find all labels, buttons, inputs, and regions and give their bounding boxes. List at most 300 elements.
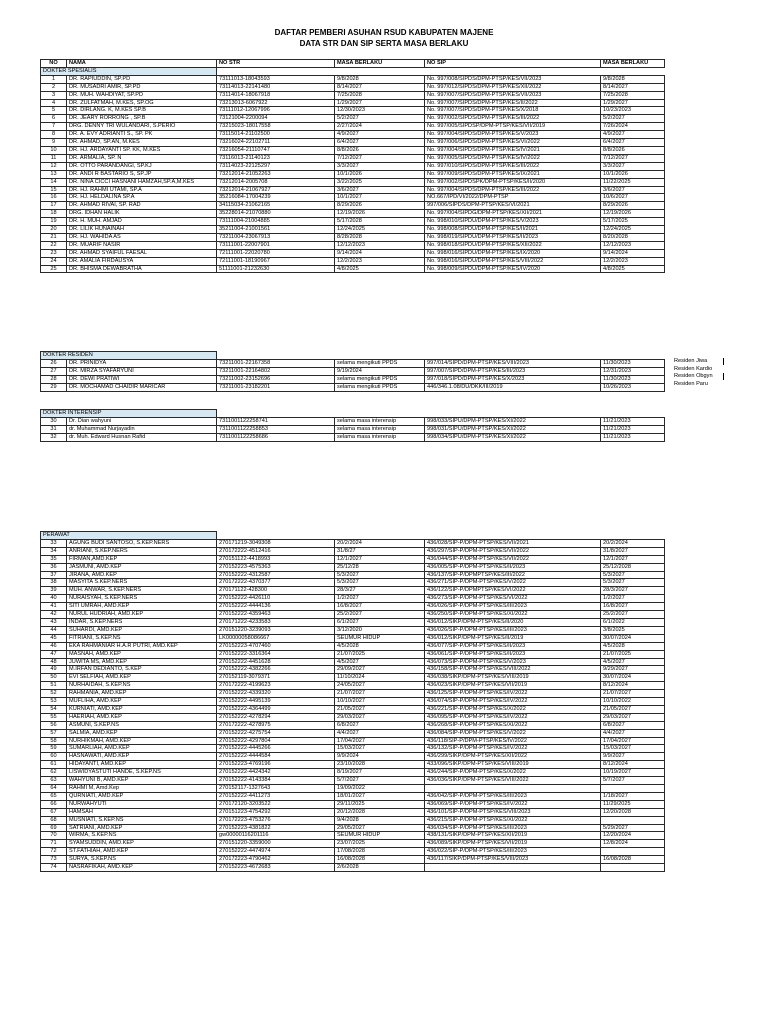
- section-blank: [217, 67, 665, 75]
- str-number-cell: 270152222-4359463: [217, 611, 335, 619]
- cell-border-mark: [723, 373, 724, 380]
- row-number: 74: [41, 864, 67, 872]
- name-cell: M.IRFAN DEDIANTO, S.KEP: [67, 666, 217, 674]
- sip-number-cell: No. 997/004/SIPDS/DPM-PTSP/KES/III/2022: [425, 186, 601, 194]
- name-cell: HAMSAH: [67, 808, 217, 816]
- str-number-cell: 270172120-3203522: [217, 800, 335, 808]
- sip-number-cell: 997/007/SIPD/DPM-PTSP/KES/III/2023: [425, 367, 601, 375]
- str-validity-cell: 9/14/2024: [335, 249, 425, 257]
- sip-validity-cell: [601, 785, 665, 793]
- str-number-cell: 270152222-4444136: [217, 603, 335, 611]
- table-row: [41, 603, 665, 611]
- row-number: 71: [41, 840, 67, 848]
- table-row: [41, 210, 665, 218]
- row-number: 51: [41, 682, 67, 690]
- row-number: 15: [41, 186, 67, 194]
- row-number: 73: [41, 856, 67, 864]
- str-validity-cell: SEUMUR HIDUP: [335, 832, 425, 840]
- str-validity-cell: 9/4/2028: [335, 816, 425, 824]
- str-validity-cell: 5/17/2028: [335, 218, 425, 226]
- table-row: [41, 139, 665, 147]
- sip-validity-cell: 12/20/2028: [601, 808, 665, 816]
- sip-validity-cell: 12/19/2026: [601, 210, 665, 218]
- row-number: 62: [41, 769, 67, 777]
- str-validity-cell: 4/9/2027: [335, 131, 425, 139]
- row-number: 36: [41, 563, 67, 571]
- table-row: [41, 682, 665, 690]
- str-number-cell: 270152222-4495139: [217, 698, 335, 706]
- row-number: 45: [41, 634, 67, 642]
- row-number: 43: [41, 618, 67, 626]
- row-number: 23: [41, 249, 67, 257]
- sip-validity-cell: 10/1/2026: [601, 170, 665, 178]
- table-row: [41, 698, 665, 706]
- sip-validity-cell: 28/3/2027: [601, 587, 665, 595]
- name-cell: SYAMSUDDIN, AMD.KEP: [67, 840, 217, 848]
- sip-number-cell: No. 998/019/SIPDU/DPM-PTSP/KES/II/2023: [425, 233, 601, 241]
- row-number: 58: [41, 737, 67, 745]
- table-row: [41, 769, 665, 777]
- str-number-cell: 72111001-22020780: [217, 249, 335, 257]
- section-header-row: [41, 532, 665, 540]
- sip-number-cell: No. 997/009/SIPDS/DPM-PTSP/KES/IX/2021: [425, 170, 601, 178]
- str-number-cell: 270172222-4370377: [217, 579, 335, 587]
- str-number-cell: 270152222-3316364: [217, 650, 335, 658]
- sip-validity-cell: [601, 816, 665, 824]
- name-cell: KURNIATI, AMD.KEP: [67, 705, 217, 713]
- str-number-cell: 35228014-21070880: [217, 210, 335, 218]
- sip-number-cell: 436/034/SIP-P/DPM-PTSP/KES/III/2023: [425, 824, 601, 832]
- sip-number-cell: 436/038/SIKP/DPM-PTSP/KES/VIII/2019: [425, 674, 601, 682]
- sip-validity-cell: 17/04/2027: [601, 737, 665, 745]
- table-row: [41, 658, 665, 666]
- row-number: 37: [41, 571, 67, 579]
- name-cell: JASMUNI, AMD.KEP: [67, 563, 217, 571]
- sip-validity-cell: 29/03/2027: [601, 713, 665, 721]
- str-number-cell: 270152222-4297804: [217, 737, 335, 745]
- sip-validity-cell: 8/14/2027: [601, 83, 665, 91]
- nurse-table: [40, 531, 665, 872]
- sip-number-cell: 436/069/SIP-P/DPM-PTSP/KES/IV/2022: [425, 800, 601, 808]
- name-cell: HIDAYANTI, AMD.KEP: [67, 761, 217, 769]
- table-row: [41, 75, 665, 83]
- sip-validity-cell: 1/2/2027: [601, 595, 665, 603]
- table-row: [41, 777, 665, 785]
- sip-number-cell: No. 997/012/SIPDS/DPM-PTSP/KES/XII/2022: [425, 83, 601, 91]
- str-validity-cell: 11/10/2024: [335, 674, 425, 682]
- str-validity-cell: 3/3/2027: [335, 162, 425, 170]
- str-number-cell: 51111001-21232630: [217, 265, 335, 273]
- sip-number-cell: No. 998/018/SIPDU/DPM-PTSP/KES/XII/2022: [425, 241, 601, 249]
- name-cell: NASRAFIKAH, AMD.KEP: [67, 864, 217, 872]
- str-number-cell: 73114023-22125297: [217, 162, 335, 170]
- name-cell: HAERIAH, AMD.KEP: [67, 713, 217, 721]
- str-number-cell: 34115034-21062165: [217, 202, 335, 210]
- row-number: 67: [41, 808, 67, 816]
- table-row: [41, 674, 665, 682]
- table-row: [41, 417, 665, 425]
- row-number: 61: [41, 761, 67, 769]
- row-number: 33: [41, 539, 67, 547]
- row-number: 13: [41, 170, 67, 178]
- table-row: [41, 824, 665, 832]
- name-cell: MUSNIATI, S.KEP.NS: [67, 816, 217, 824]
- str-number-cell: gw00000116201116: [217, 832, 335, 840]
- sip-number-cell: 436/095/SIP-P/DPM-PTSP/KES/IV/2022: [425, 713, 601, 721]
- str-validity-cell: 2/27/2024: [335, 123, 425, 131]
- name-cell: EVI SELFIAH, AMD.KEP: [67, 674, 217, 682]
- str-number-cell: 270152222-4312587: [217, 571, 335, 579]
- sip-number-cell: 436/268/SIP-P/DPM-PTSP/KES/XI/2022: [425, 721, 601, 729]
- row-number: 57: [41, 729, 67, 737]
- name-cell: DR. MOCHAMAD CHAIDIR MARICAR: [67, 383, 217, 391]
- sip-number-cell: [425, 864, 601, 872]
- sip-number-cell: No. 997/007/SIPDS/DPM-PTSP/KES/X/2018: [425, 107, 601, 115]
- sip-validity-cell: 25/12/2028: [601, 563, 665, 571]
- sip-number-cell: 998/031/SIPU/DPM-PTSP/KES/XI/2022: [425, 425, 601, 433]
- section-title: DOKTER RESIDEN: [41, 352, 217, 360]
- sip-validity-cell: 4/9/2027: [601, 131, 665, 139]
- sip-number-cell: 436/084/SIP-P/DPM-PTSP/KES/V/2022: [425, 729, 601, 737]
- table-row: [41, 721, 665, 729]
- sip-number-cell: No. 997/005/SIPDS/DPM-PTSP/KES/IV/2022: [425, 154, 601, 162]
- row-number: 19: [41, 218, 67, 226]
- sip-validity-cell: 20/2/2024: [601, 539, 665, 547]
- name-cell: DR. DEWI PRATIWI: [67, 375, 217, 383]
- sip-number-cell: 438/131/SIKP/DPM-PTSP/KES/XII/2019: [425, 832, 601, 840]
- row-number: 8: [41, 131, 67, 139]
- str-validity-cell: 10/1/2027: [335, 194, 425, 202]
- str-validity-cell: selama masa interensip: [335, 433, 425, 441]
- str-validity-cell: 3/22/2025: [335, 178, 425, 186]
- str-validity-cell: 4/5/2028: [335, 642, 425, 650]
- sip-validity-cell: 7/26/2024: [601, 123, 665, 131]
- str-number-cell: 73111001-22007901: [217, 241, 335, 249]
- sip-number-cell: No. 998/010/SIPDU/DPM-PTSP/KES/V/2023: [425, 218, 601, 226]
- name-cell: Dr. Dian wahyuni: [67, 417, 217, 425]
- name-cell: DR. HJ. WAHIDA AS: [67, 233, 217, 241]
- str-validity-cell: 10/10/2027: [335, 698, 425, 706]
- str-number-cell: 270151122-4418993: [217, 555, 335, 563]
- sip-validity-cell: 12/8/2024: [601, 840, 665, 848]
- name-cell: DRG. IDHAN HALIK: [67, 210, 217, 218]
- row-number: 70: [41, 832, 67, 840]
- str-validity-cell: 15/03/2027: [335, 745, 425, 753]
- row-number: 18: [41, 210, 67, 218]
- str-number-cell: 270151223-4754292: [217, 808, 335, 816]
- name-cell: DR. LILIK HUNAINAH: [67, 226, 217, 234]
- table-row: [41, 154, 665, 162]
- str-number-cell: 73212014-21052263: [217, 170, 335, 178]
- row-number: 11: [41, 154, 67, 162]
- str-number-cell: 7311001122258741: [217, 417, 335, 425]
- row-number: 42: [41, 611, 67, 619]
- str-number-cell: 270151220-3359000: [217, 840, 335, 848]
- str-number-cell: 270151220-3239093: [217, 626, 335, 634]
- str-number-cell: 73121004-2200094: [217, 115, 335, 123]
- name-cell: DR. AHMAD SYAIFUL FAESAL: [67, 249, 217, 257]
- row-number: 30: [41, 417, 67, 425]
- table-row: [41, 425, 665, 433]
- sip-number-cell: 436/026/SIP-P/DPM-PTSP/KES/III/2023: [425, 603, 601, 611]
- section-blank: [217, 532, 665, 540]
- document-subtitle: DATA STR DAN SIP SERTA MASA BERLAKU: [299, 39, 469, 48]
- sip-validity-cell: 11/29/2025: [601, 800, 665, 808]
- sip-validity-cell: 11/21/2023: [601, 417, 665, 425]
- name-cell: DR. HJ. HELDALINA SP.A: [67, 194, 217, 202]
- row-number: 17: [41, 202, 67, 210]
- table-row: [41, 547, 665, 555]
- sip-number-cell: 436/023/SIKP/DPM-PTSP/KES/VII/2019: [425, 682, 601, 690]
- str-validity-cell: 1/2/2027: [335, 595, 425, 603]
- name-cell: WAHYUNI B, AMD.KEP: [67, 777, 217, 785]
- str-number-cell: 270172222-4199623: [217, 682, 335, 690]
- resident-specialty-note: Residen Paru: [674, 381, 708, 388]
- section-title: DOKTER SPESIALIS: [41, 67, 217, 75]
- str-validity-cell: 29/09/2027: [335, 666, 425, 674]
- sip-number-cell: 436/061/SIP-P/DPM-PTSP/KES/II/2023: [425, 650, 601, 658]
- name-cell: DR. A. EVY ADRIANTI S., SP. PK: [67, 131, 217, 139]
- table-row: [41, 241, 665, 249]
- str-validity-cell: 5/7/2027: [335, 777, 425, 785]
- row-number: 31: [41, 425, 67, 433]
- sip-validity-cell: 16/8/2027: [601, 603, 665, 611]
- sip-validity-cell: 21/05/2027: [601, 705, 665, 713]
- column-header: NO SIP: [425, 60, 601, 68]
- name-cell: NURWAHYUTI: [67, 800, 217, 808]
- sip-number-cell: No. 997/002/SIPDSPK/DPM-PTSP/KES/II/2020: [425, 178, 601, 186]
- name-cell: FITRIANI, S.KEP.NS: [67, 634, 217, 642]
- name-cell: ST.FATHIAH, AMD.KEP: [67, 848, 217, 856]
- table-row: [41, 650, 665, 658]
- row-number: 69: [41, 824, 67, 832]
- name-cell: DR. PRINIDYA: [67, 359, 217, 367]
- str-validity-cell: 6/1/2027: [335, 618, 425, 626]
- resident-table: [40, 351, 665, 392]
- name-cell: ASMUNI, S.KEP.NS: [67, 721, 217, 729]
- resident-specialty-note: Residen Obgyn: [674, 373, 713, 380]
- table-row: [41, 555, 665, 563]
- sip-number-cell: No. 997/004/SIPDS/DPM-PTSP/KES/IV/2021: [425, 146, 601, 154]
- table-row: [41, 226, 665, 234]
- sip-validity-cell: 5/7/2027: [601, 777, 665, 785]
- intern-table: [40, 409, 665, 442]
- table-row: [41, 383, 665, 391]
- row-number: 3: [41, 91, 67, 99]
- str-validity-cell: 5/3/2027: [335, 571, 425, 579]
- table-row: [41, 107, 665, 115]
- row-number: 68: [41, 816, 67, 824]
- row-number: 38: [41, 579, 67, 587]
- name-cell: MUFLIHA, AMD.KEP: [67, 698, 217, 706]
- name-cell: RAHMANIA, AMD.KEP: [67, 690, 217, 698]
- str-validity-cell: 29/11/2025: [335, 800, 425, 808]
- name-cell: DR. HJ. RAHMI UTAMI, SP.A: [67, 186, 217, 194]
- sip-number-cell: No. 997/007/SIPDS/DPM-PTSP/KES/VII/2023: [425, 91, 601, 99]
- sip-number-cell: 998/033/SIPU/DPM-PTSP/KES/XI/2022: [425, 417, 601, 425]
- specialist-table: [40, 59, 665, 273]
- sip-number-cell: No. 997/004/SIPDG/DPM-PTSP/KES/XII/2021: [425, 210, 601, 218]
- row-number: 65: [41, 792, 67, 800]
- name-cell: SATRIANI, AMD.KEP: [67, 824, 217, 832]
- sip-validity-cell: 16/08/2028: [601, 856, 665, 864]
- str-validity-cell: 6/8/2027: [335, 721, 425, 729]
- name-cell: DR. ARMALIA, SP. N: [67, 154, 217, 162]
- name-cell: MUH. ANWAR, S.KEP.NERS: [67, 587, 217, 595]
- sip-number-cell: 436/077/SIP-P/DPM-PTSP/KES/II/2023: [425, 642, 601, 650]
- row-number: 63: [41, 777, 67, 785]
- sip-number-cell: No. 997/002/SIPDS/DPM-PTSP/KES/III/2022: [425, 115, 601, 123]
- name-cell: SALMIA, AMD.KEP: [67, 729, 217, 737]
- sip-validity-cell: 8/8/2026: [601, 146, 665, 154]
- name-cell: dr. Muhammad Nurjayadin: [67, 425, 217, 433]
- sip-validity-cell: 4/8/2025: [601, 265, 665, 273]
- str-number-cell: 73111013-18043593: [217, 75, 335, 83]
- row-number: 28: [41, 375, 67, 383]
- sip-validity-cell: 11/30/2023: [601, 359, 665, 367]
- sip-validity-cell: [601, 848, 665, 856]
- sip-validity-cell: 11/30/2023: [601, 375, 665, 383]
- sip-validity-cell: 30/07/2024: [601, 634, 665, 642]
- sip-validity-cell: 15/03/2027: [601, 745, 665, 753]
- table-row: [41, 99, 665, 107]
- str-validity-cell: 12/30/2023: [335, 107, 425, 115]
- sip-number-cell: 436/122/SIP-P/DPMPTSP/KES/VI/2022: [425, 587, 601, 595]
- str-validity-cell: 5/3/2027: [335, 579, 425, 587]
- sip-validity-cell: 10/10/2022: [601, 698, 665, 706]
- table-row: [41, 626, 665, 634]
- str-validity-cell: SEUMUR HIDUP: [335, 634, 425, 642]
- name-cell: ANRIANI, S.KEP.NERS: [67, 547, 217, 555]
- str-validity-cell: 28/3/27: [335, 587, 425, 595]
- str-number-cell: 270152222-4411273: [217, 792, 335, 800]
- str-number-cell: LK00000058086667: [217, 634, 335, 642]
- name-cell: JUWITA MS, AMD.KEP: [67, 658, 217, 666]
- section-title: PERAWAT: [41, 532, 217, 540]
- str-validity-cell: 21/05/2027: [335, 705, 425, 713]
- str-number-cell: 270152222-4278294: [217, 713, 335, 721]
- sip-number-cell: 998/034/SIPU/DPM-PTSP/KES/XI/2022: [425, 433, 601, 441]
- str-number-cell: 270152222-4275754: [217, 729, 335, 737]
- row-number: 48: [41, 658, 67, 666]
- str-number-cell: 73216024-22102711: [217, 139, 335, 147]
- section-blank: [217, 410, 665, 418]
- str-validity-cell: 9/8/2028: [335, 75, 425, 83]
- table-row: [41, 753, 665, 761]
- column-header: NO STR: [217, 60, 335, 68]
- sip-validity-cell: 7/12/2027: [601, 154, 665, 162]
- str-number-cell: 73213013-6067922: [217, 99, 335, 107]
- str-validity-cell: 17/04/2027: [335, 737, 425, 745]
- name-cell: DR. JEARY RORRONG , SP.B: [67, 115, 217, 123]
- sip-number-cell: 446/346.1.08/DU/DKK/III/2019: [425, 383, 601, 391]
- name-cell: AGUNG BUDI SANTOSO, S.KEP.NERS: [67, 539, 217, 547]
- name-cell: DR. NINA CICCI HASNANI HAMZAH,SP.A,M.KES: [67, 178, 217, 186]
- str-number-cell: 73211001-23182201: [217, 383, 335, 391]
- sip-number-cell: 436/271/SIP-P/DPM-PTSP/KES/V/2022: [425, 579, 601, 587]
- row-number: 16: [41, 194, 67, 202]
- sip-validity-cell: 9/14/2024: [601, 249, 665, 257]
- row-number: 50: [41, 674, 67, 682]
- row-number: 41: [41, 603, 67, 611]
- sip-number-cell: 436/028/SIP-P/DPM-PTSP/KES/VII/2021: [425, 539, 601, 547]
- table-row: [41, 433, 665, 441]
- sip-number-cell: [425, 785, 601, 793]
- sip-number-cell: No. 997/005/SIPDSP/DPM-PTSP/KES/VII/2019: [425, 123, 601, 131]
- row-number: 49: [41, 666, 67, 674]
- row-number: 9: [41, 139, 67, 147]
- table-row: [41, 186, 665, 194]
- table-row: [41, 218, 665, 226]
- row-number: 56: [41, 721, 67, 729]
- sip-validity-cell: 9/8/2028: [601, 75, 665, 83]
- str-validity-cell: 25/2/2027: [335, 611, 425, 619]
- name-cell: MASYITA S.KEP.NERS: [67, 579, 217, 587]
- table-row: [41, 832, 665, 840]
- str-validity-cell: 7/12/2027: [335, 154, 425, 162]
- name-cell: DR. AHMAD RIVAI, SP. RAD: [67, 202, 217, 210]
- sip-number-cell: 436/221/SIP-P/DPM-PTSP/KES/X/2022: [425, 705, 601, 713]
- row-number: 40: [41, 595, 67, 603]
- sip-number-cell: 436/012/SIKP/DPM-PTSP/KES/II/2019: [425, 634, 601, 642]
- str-number-cell: 270152223-4381822: [217, 824, 335, 832]
- str-validity-cell: selama mengikuti PPDS: [335, 375, 425, 383]
- row-number: 32: [41, 433, 67, 441]
- name-cell: DR. MUSADRI AMIR, SP.PD: [67, 83, 217, 91]
- sip-number-cell: No. 997/004/SIPDS/DPM-PTSP/KES/V/2023: [425, 131, 601, 139]
- str-number-cell: 270152222-4451628: [217, 658, 335, 666]
- table-row: [41, 359, 665, 367]
- row-number: 52: [41, 690, 67, 698]
- sip-validity-cell: 5/3/2027: [601, 571, 665, 579]
- sip-number-cell: No. 998/008/SIPDU/DPM-PTSP/KES/II/2021: [425, 226, 601, 234]
- name-cell: DR. DIRLANG. K, M.KES SP.B: [67, 107, 217, 115]
- table-row: [41, 233, 665, 241]
- sip-validity-cell: 31/8/2027: [601, 547, 665, 555]
- sip-validity-cell: 8/12/2024: [601, 761, 665, 769]
- str-validity-cell: 9/19/2024: [335, 367, 425, 375]
- sip-validity-cell: 4/4/2027: [601, 729, 665, 737]
- str-validity-cell: 8/29/2026: [335, 202, 425, 210]
- str-number-cell: 270152222-4143384: [217, 777, 335, 785]
- row-number: 66: [41, 800, 67, 808]
- str-validity-cell: 21/07/2025: [335, 650, 425, 658]
- sip-validity-cell: 5/29/2027: [601, 824, 665, 832]
- row-number: 39: [41, 587, 67, 595]
- str-number-cell: 270152223-4707460: [217, 642, 335, 650]
- sip-validity-cell: 7/25/2028: [601, 91, 665, 99]
- str-validity-cell: 3/12/2020: [335, 626, 425, 634]
- str-validity-cell: 7/25/2028: [335, 91, 425, 99]
- sip-validity-cell: [601, 864, 665, 872]
- table-row: [41, 634, 665, 642]
- row-number: 64: [41, 785, 67, 793]
- table-row: [41, 375, 665, 383]
- row-number: 47: [41, 650, 67, 658]
- table-row: [41, 83, 665, 91]
- sip-validity-cell: 12/20/2024: [601, 832, 665, 840]
- cell-border-mark: [723, 358, 724, 365]
- row-number: 22: [41, 241, 67, 249]
- str-number-cell: 270171219-3049308: [217, 539, 335, 547]
- str-number-cell: 270152222-4444584: [217, 753, 335, 761]
- str-validity-cell: 2/6/2028: [335, 864, 425, 872]
- sip-validity-cell: 12/31/2023: [601, 367, 665, 375]
- row-number: 72: [41, 848, 67, 856]
- str-number-cell: 270152222-4364499: [217, 705, 335, 713]
- sip-validity-cell: 8/29/2026: [601, 202, 665, 210]
- table-row: [41, 713, 665, 721]
